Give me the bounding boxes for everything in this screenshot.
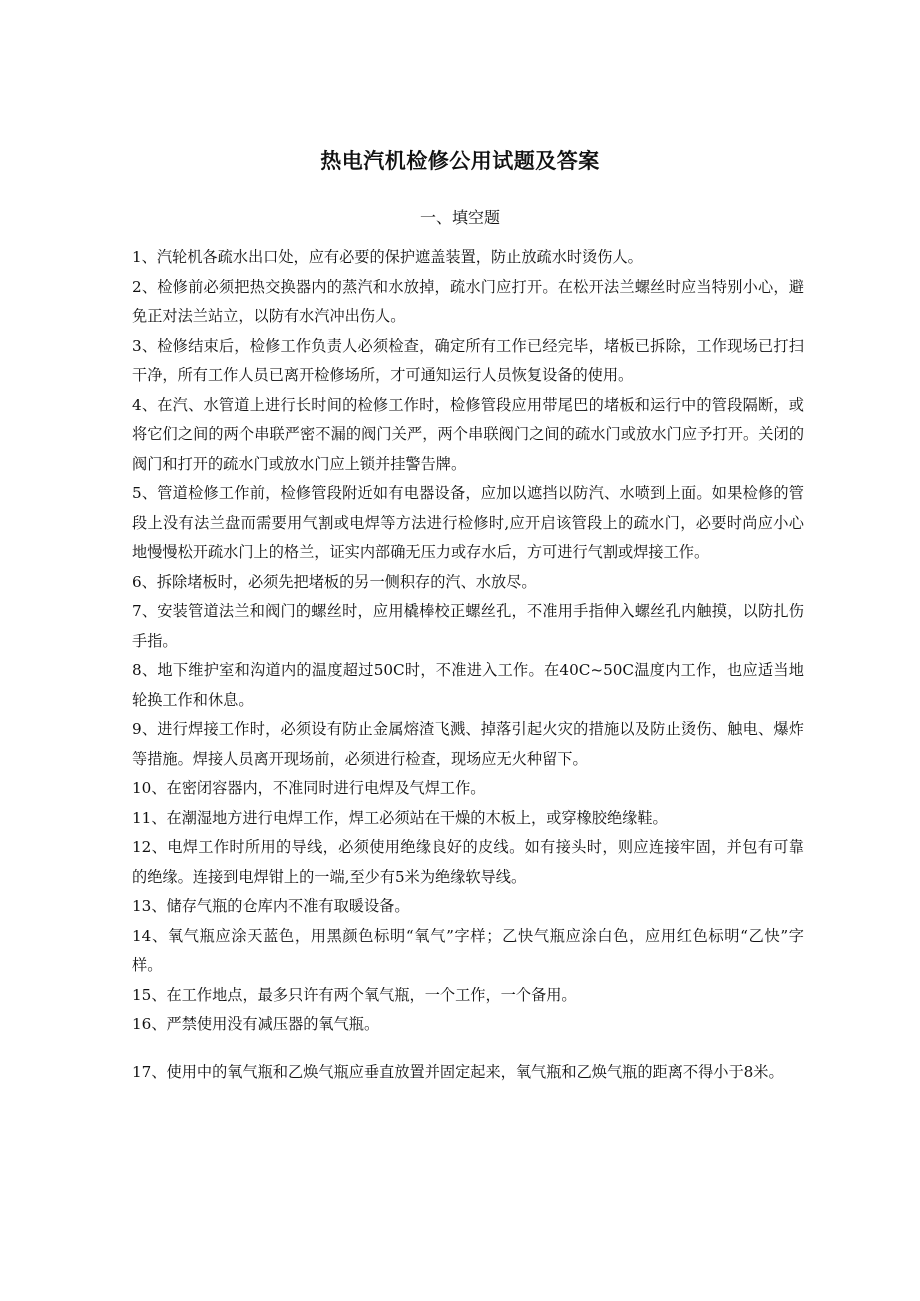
question-item: 17、使用中的氧气瓶和乙焕气瓶应垂直放置并固定起来，氧气瓶和乙焕气瓶的距离不得小于8米。 [132,1062,784,1081]
question-item: 16、严禁使用没有减压器的氧气瓶。 [132,1015,380,1033]
question-item: 14、氧气瓶应涂天蓝色，用黑颜色标明“氧气”字样；乙快气瓶应涂白色，应用红色标明“乙快”字样。 [132,926,804,974]
question-item: 5、管道检修工作前，检修管段附近如有电器设备，应加以遮挡以防汽、水喷到上面。如果检修的管段上没有法兰盘而需要用气割或电焊等方法进行检修时,应开启该管段上的疏水门，必要时尚应小心地慢慢松开疏水门上的格兰，证实内部确无压力或存水后，方可进行气割或焊接工作。 [132,484,804,561]
question-item: 9、进行焊接工作时，必须设有防止金属熔渣飞溅、掉落引起火灾的措施以及防止烫伤、触电、爆炸等措施。焊接人员离开现场前，必须进行检查，现场应无火种留下。 [132,720,804,768]
question-list [132,243,804,1087]
question-item: 12、电焊工作时所用的导线，必须使用绝缘良好的皮线。如有接头时，则应连接牢固，并包有可靠的绝缘。连接到电焊钳上的一端,至少有5米为绝缘软导线。 [132,838,804,886]
question-item: 11、在潮湿地方进行电焊工作，焊工必须站在干燥的木板上，或穿橡胶绝缘鞋。 [132,808,668,827]
document-title: 热电汽机检修公用试题及答案 [320,149,600,173]
question-item: 7、安装管道法兰和阀门的螺丝时，应用橇棒校正螺丝孔，不准用手指伸入螺丝孔内触摸，以防扎伤手指。 [132,602,804,650]
question-item: 1、汽轮机各疏水出口处，应有必要的保护遮盖装置，防止放疏水时烫伤人。 [132,248,643,266]
question-item: 8、地下维护室和沟道内的温度超过50C时，不准进入工作。在40C~50C温度内工作，也应适当地轮换工作和休息。 [132,661,804,709]
question-item: 2、检修前必须把热交换器内的蒸汽和水放掉，疏水门应打开。在松开法兰螺丝时应当特别小心，避免正对法兰站立，以防有水汽冲出伤人。 [132,277,804,325]
question-item: 3、检修结束后，检修工作负责人必须检查，确定所有工作已经完毕，堵板已拆除，工作现场已打扫干净，所有工作人员已离开检修场所，才可通知运行人员恢复设备的使用。 [132,336,804,384]
question-item: 13、储存气瓶的仓库内不准有取暖设备。 [132,897,410,915]
question-item: 4、在汽、水管道上进行长时间的检修工作时，检修管段应用带尾巴的堵板和运行中的管段隔断，或将它们之间的两个串联严密不漏的阀门关严，两个串联阀门之间的疏水门或放水门应予打开。关闭的阀门和打开的疏水门或放水门应上锁并挂警告牌。 [132,395,804,473]
question-item: 10、在密闭容器内，不准同时进行电焊及气焊工作。 [132,779,486,797]
section-heading: 一、填空题 [419,208,500,227]
question-item: 15、在工作地点，最多只许有两个氧气瓶，一个工作，一个备用。 [132,985,577,1004]
question-item: 6、拆除堵板时，必须先把堵板的另一侧积存的汽、水放尽。 [132,572,537,591]
